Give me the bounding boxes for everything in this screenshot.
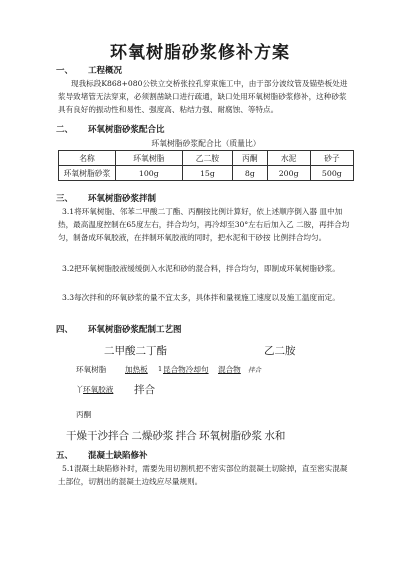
mixing-paragraph-3: 3.3每次拌和的环氧砂浆的量不宜太多，具体拌和量视施工速度以及施工温度而定。 xyxy=(62,293,340,302)
section-number: 五、 xyxy=(56,451,74,461)
table-cell: 200g xyxy=(267,166,310,181)
table-cell: 500g xyxy=(310,166,353,181)
table-cell: 环氧树脂砂浆 xyxy=(59,166,116,181)
mixing-paragraph-1: 3.1将环氧树脂、邻苯二甲酸二丁酯、丙酮按比例计算好，依上述顺序倒入器 皿中加热，最高温度控制在65度左右，拌合均匀，再冷却至30°左右后加入乙 二胺，再拌合均匀，制备成环氧胶液，在拌制环氧胶液的同时，把水泥和干砂按 比例拌合均匀。 xyxy=(58,207,350,242)
flow-label-resin: 环氧树脂 xyxy=(76,365,107,374)
section-heading-mix-ratio xyxy=(56,123,165,135)
flow-label-glue: 环氧胶液 xyxy=(83,385,114,394)
table-cell: 100g xyxy=(116,166,183,181)
flow-label-heat: 加热板 xyxy=(125,365,148,374)
flow-label-stir: 拌合 xyxy=(134,384,155,396)
table-row xyxy=(59,166,354,181)
mix-ratio-table xyxy=(58,150,354,181)
flow-label-dbp: 二甲酸二丁酯 xyxy=(104,345,167,357)
document-title: 环氧树脂砂浆修补方案 xyxy=(110,43,290,63)
flow-label-mix-cool: 昆合物冷却句 xyxy=(163,365,209,374)
flow-label-eda: 乙二胺 xyxy=(264,345,296,357)
section-number: 三、 xyxy=(56,194,74,204)
flow-glue-mark: 丫 xyxy=(76,385,84,394)
section-heading-overview xyxy=(56,64,122,76)
section-title: 工程概况 xyxy=(88,66,123,76)
flow-bottom-line: 干燥干沙拌合 二燥砂浆 拌合 环氧树脂砂浆 水和 xyxy=(66,430,286,442)
table-header-cell: 水泥 xyxy=(267,151,310,166)
table-cell: 8g xyxy=(233,166,267,181)
overview-paragraph: 现我标段K868+080公铁立交桥张拉孔穿束施工中，由于部分波纹管及锚垫板处进浆导致堵管无法穿束，必须割凿缺口进行疏通，缺口处用环氧树脂砂浆修补，这种砂浆具有良好的振动性和易性、强度高、粘结力强、耐腐蚀、等特点。 xyxy=(58,79,348,114)
flow-label-mixture: 混合物 xyxy=(218,365,241,374)
flow-label-mix-note: 拌合 xyxy=(248,366,261,374)
repair-paragraph: 5.1混凝土缺陷修补时，需要先用切割机把不密实部位的混凝土切除掉，直至密实混凝土部位，切割出的混凝土边线应尽量规则。 xyxy=(58,464,348,486)
table-header-cell: 丙酮 xyxy=(233,151,267,166)
section-number: 一、 xyxy=(56,66,74,76)
section-heading-mixing xyxy=(56,192,156,204)
section-title: 环氧树脂砂浆配制工艺图 xyxy=(88,325,182,335)
mixing-paragraph-2: 3.2把环氧树脂胶液缓缓倒入水泥和砂的混合料，拌合均匀，即制成环氧树脂砂浆。 xyxy=(62,264,340,273)
section-number: 二、 xyxy=(56,125,74,135)
section-heading-process-diagram xyxy=(56,323,182,335)
table-header-cell: 环氧树脂 xyxy=(116,151,183,166)
table-cell: 15g xyxy=(182,166,233,181)
table-header-cell: 砂子 xyxy=(310,151,353,166)
flow-step-number: 1 xyxy=(158,365,163,373)
table-header-cell: 乙二胺 xyxy=(182,151,233,166)
section-title: 混凝土缺陷修补 xyxy=(88,451,148,461)
table-header-cell: 名称 xyxy=(59,151,116,166)
section-heading-repair xyxy=(56,449,148,461)
section-title: 环氧树脂砂浆配合比 xyxy=(88,125,165,135)
section-title: 环氧树脂砂浆拌制 xyxy=(88,194,157,204)
table-header-row xyxy=(59,151,354,166)
section-number: 四、 xyxy=(56,325,74,335)
table-caption: 环氧树脂砂浆配合比（质量比） xyxy=(151,139,261,148)
flow-label-acetone: 丙酮 xyxy=(76,410,92,419)
